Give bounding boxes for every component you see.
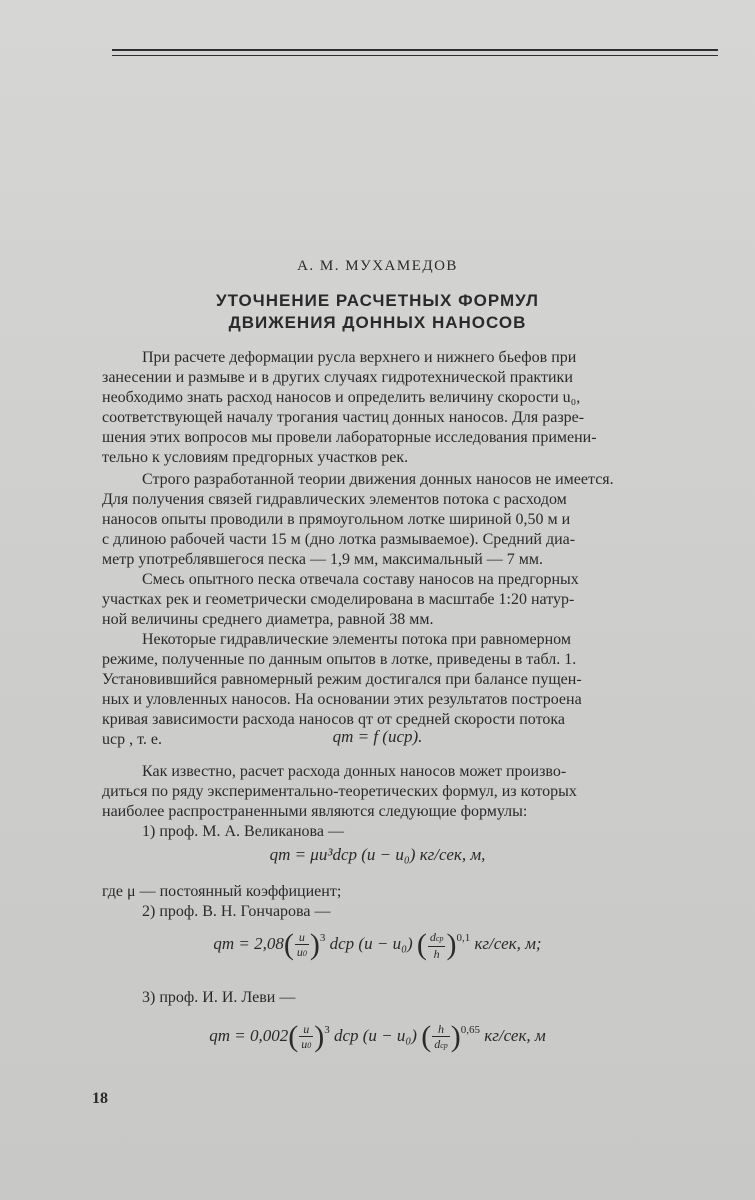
text-line: занесении и размыве и в других случаях гидротехнической практики	[102, 369, 573, 386]
formula-velikanov: qт = μu³dср (u − u₀) кг/сек, м,	[269, 845, 486, 864]
text-line: ной величины среднего диаметра, равной 38 мм.	[102, 611, 434, 628]
formula-item-2: 2) проф. В. Н. Гончарова —	[142, 903, 331, 920]
text-line: При расчете деформации русла верхнего и нижнего бьефов при	[142, 349, 577, 366]
formula-mid: dср (u − u₀)	[333, 1025, 417, 1045]
exponent: 0,1	[456, 931, 471, 944]
paragraph-3	[102, 570, 719, 630]
formula-mid: dср (u − u₀)	[329, 933, 413, 953]
text-line: диться по ряду экспериментально-теоретических формул, из которых	[102, 783, 577, 800]
paragraph-1	[102, 348, 719, 468]
text-line: шения этих вопросов мы провели лабораторные исследования примени-	[102, 429, 597, 446]
text-line: режиме, полученные по данным опытов в лотке, приведены в табл. 1.	[102, 651, 577, 668]
title-line: УТОЧНЕНИЕ РАСЧЕТНЫХ ФОРМУЛ	[216, 291, 539, 310]
paragraph-2	[102, 470, 719, 570]
formula-lhs: qт = 0,002	[209, 1025, 289, 1045]
formula-unit: кг/сек, м	[484, 1025, 546, 1045]
text-line: необходимо знать расход наносов и определить величину скорости u₀,	[102, 389, 581, 406]
text-line: кривая зависимости расхода наносов qт от средней скорости потока	[102, 711, 565, 728]
formula-item-1: 1) проф. М. А. Великанова —	[142, 823, 344, 840]
exponent: 3	[319, 931, 326, 944]
text-line: наиболее распространенными являются следующие формулы:	[102, 803, 528, 820]
page-number: 18	[92, 1090, 108, 1107]
top-rule	[112, 49, 718, 51]
text-line: Некоторые гидравлические элементы потока при равномерном	[142, 631, 571, 648]
text-line: Строго разработанной теории движения донных наносов не имеется.	[142, 471, 614, 488]
text-line: Смесь опытного песка отвечала составу наносов на предгорных	[142, 571, 579, 588]
paragraph-6	[102, 882, 719, 922]
author: А. М. МУХАМЕДОВ	[297, 258, 458, 274]
text-line: Установившийся равномерный режим достигался при балансе пущен-	[102, 671, 582, 688]
formula-levi: qт = 0,002( $\frac{u}{u0}$ )$^3$ dср (u − u₀) ( $\frac{h}{\text{dср}}$ )$^{0,65}$ кг/сек, м	[209, 1020, 546, 1053]
text-line: соответствующей началу трогания частиц донных наносов. Для разре-	[102, 409, 585, 426]
formula-item-3: 3) проф. И. И. Леви —	[142, 989, 296, 1006]
formula-main: qт = f (uср).	[332, 727, 423, 746]
text-line: ных и уловленных наносов. На основании этих результатов построена	[102, 691, 582, 708]
formula-lhs: qт = 2,08	[213, 933, 284, 953]
title-line: ДВИЖЕНИЯ ДОННЫХ НАНОСОВ	[228, 313, 527, 332]
top-rule-thin	[112, 55, 718, 56]
exponent: 3	[324, 1023, 330, 1036]
formula-goncharov: qт = 2,08( $\frac{u}{u0}$ )$^3$ dср (u − u₀) ( $\frac{\text{dср}}{h}$ )$^{0,1}$ кг/сек, м;	[213, 928, 542, 961]
formula-unit: кг/сек, м;	[474, 933, 542, 953]
text-line: где μ — постоянный коэффициент;	[102, 883, 342, 900]
article-title	[0, 290, 755, 334]
exponent: 0,65	[460, 1023, 481, 1036]
text-line: uср , т. е.	[102, 731, 162, 748]
text-line: с длиною рабочей части 15 м (дно лотка размываемое). Средний диа-	[102, 531, 576, 548]
paragraph-5	[102, 762, 719, 842]
text-line: участках рек и геометрически смоделирована в масштабе 1:20 натур-	[102, 591, 575, 608]
text-line: метр употреблявшегося песка — 1,9 мм, максимальный — 7 мм.	[102, 551, 544, 568]
text-line: Для получения связей гидравлических элементов потока с расходом	[102, 491, 567, 508]
text-line: тельно к условиям предгорных участков рек.	[102, 449, 409, 466]
text-line: Как известно, расчет расхода донных наносов может произво-	[142, 763, 567, 780]
text-line: наносов опыты проводили в прямоугольном лотке шириной 0,50 м и	[102, 511, 571, 528]
paragraph-7	[102, 988, 719, 1008]
